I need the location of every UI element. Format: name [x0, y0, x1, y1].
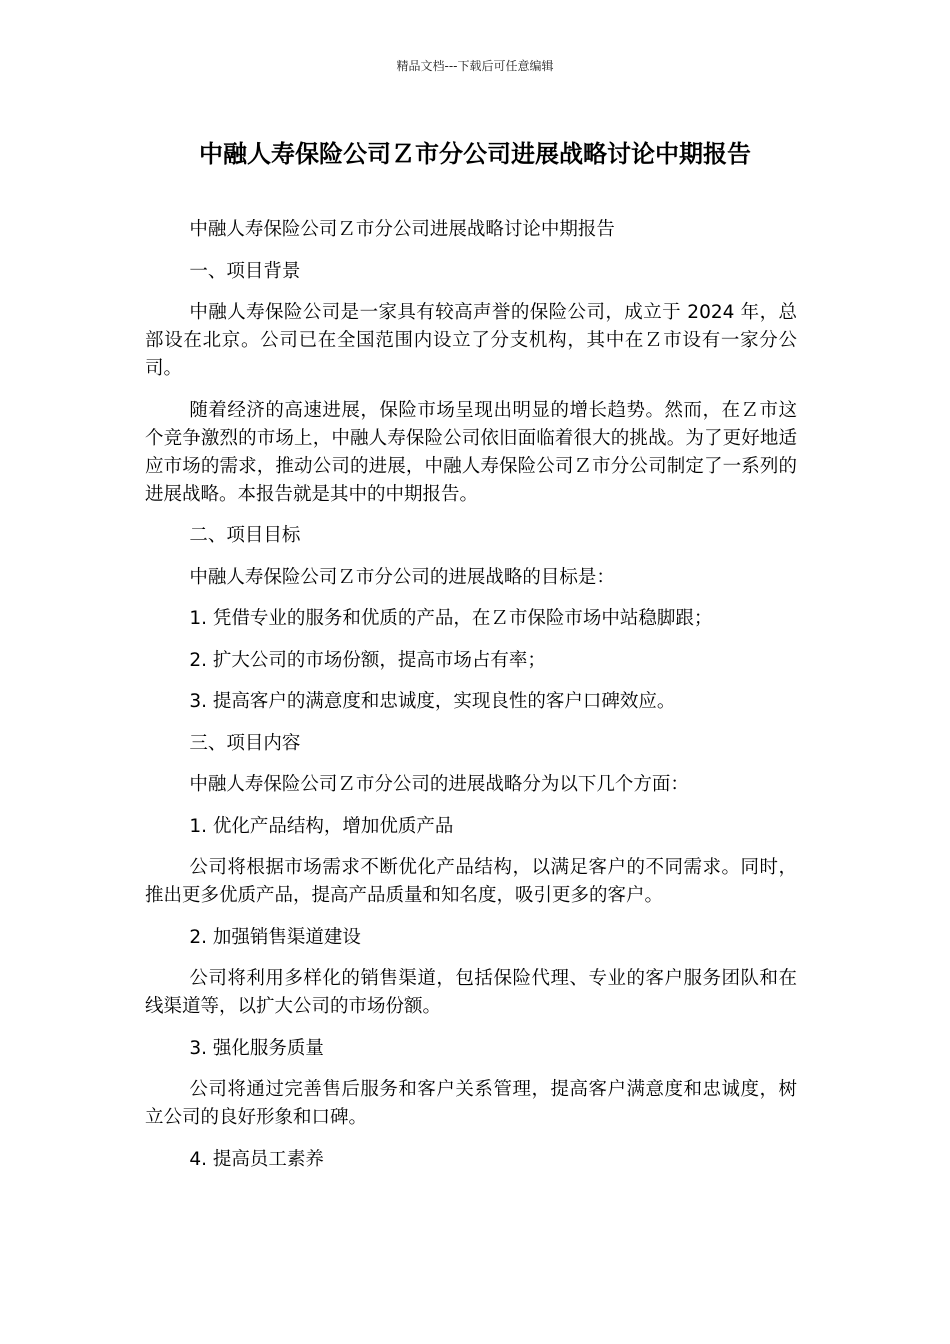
header-note: 精品文档---下载后可任意编辑 — [396, 59, 554, 73]
report-subtitle: 中融人寿保险公司Ｚ市分公司进展战略讨论中期报告 — [189, 219, 615, 240]
paragraph-content-intro: 中融人寿保险公司Ｚ市分公司的进展战略分为以下几个方面： — [189, 774, 689, 795]
content-item-1-heading: 1. 优化产品结构，增加优质产品 — [189, 815, 454, 837]
section-heading-goals: 二、项目目标 — [189, 525, 301, 546]
content-item-2-heading: 2. 加强销售渠道建设 — [189, 926, 361, 948]
content-item-1-text: 公司将根据市场需求不断优化产品结构，以满足客户的不同需求。同时，推出更多优质产品，提高产品质量和知名度，吸引更多的客户。 — [145, 857, 797, 906]
document-title: 中融人寿保险公司Ｚ市分公司进展战略讨论中期报告 — [199, 140, 751, 168]
section-heading-background: 一、项目背景 — [189, 260, 301, 282]
content-item-2-text: 公司将利用多样化的销售渠道，包括保险代理、专业的客户服务团队和在线渠道等，以扩大公司的市场份额。 — [145, 968, 797, 1017]
paragraph-background-2: 随着经济的高速进展，保险市场呈现出明显的增长趋势。然而，在Ｚ市这个竞争激烈的市场上，中融人寿保险公司依旧面临着很大的挑战。为了更好地适应市场的需求，推动公司的进展，中融人寿保险公司Ｚ市分公司制定了一系列的进展战略。本报告就是其中的中期报告。 — [145, 399, 797, 505]
section-heading-content: 三、项目内容 — [189, 732, 301, 754]
goal-item-2: 2. 扩大公司的市场份额，提高市场占有率； — [189, 649, 546, 671]
paragraph-goals-intro: 中融人寿保险公司Ｚ市分公司的进展战略的目标是： — [189, 566, 615, 588]
content-item-4-heading: 4. 提高员工素养 — [189, 1148, 324, 1170]
content-item-3-heading: 3. 强化服务质量 — [189, 1037, 324, 1059]
content-item-3-text: 公司将通过完善售后服务和客户关系管理，提高客户满意度和忠诚度，树立公司的良好形象和口碑。 — [145, 1079, 797, 1128]
paragraph-background-1: 中融人寿保险公司是一家具有较高声誉的保险公司，成立于 2024 年，总部设在北京。公司已在全国范围内设立了分支机构，其中在Ｚ市设有一家分公司。 — [145, 302, 797, 379]
goal-item-3: 3. 提高客户的满意度和忠诚度，实现良性的客户口碑效应。 — [189, 691, 676, 712]
document-body — [145, 216, 797, 1187]
goal-item-1: 1. 凭借专业的服务和优质的产品，在Ｚ市保险市场中站稳脚跟； — [189, 608, 713, 629]
